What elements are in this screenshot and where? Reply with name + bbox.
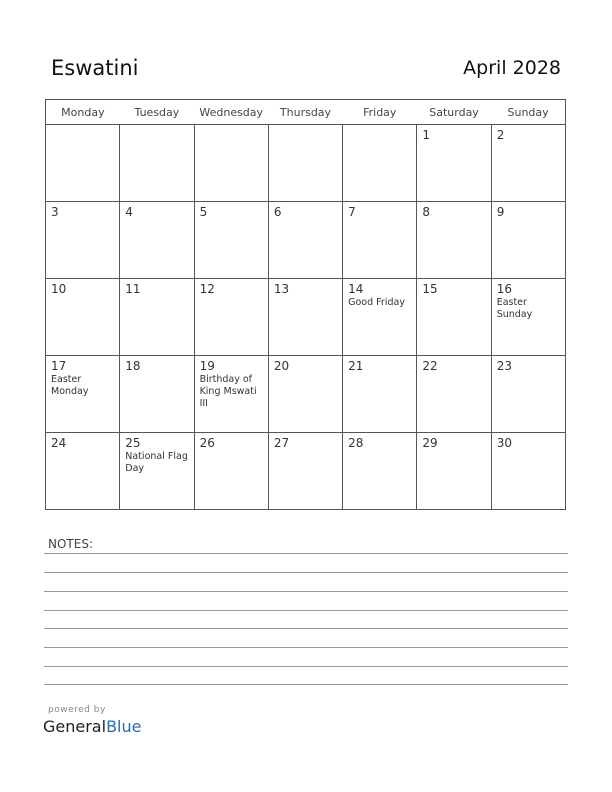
day-number: 22	[422, 359, 438, 373]
day-cell	[46, 279, 120, 356]
day-cell	[268, 433, 342, 510]
day-number: 12	[199, 282, 215, 296]
day-cell	[491, 202, 565, 279]
weekday-monday: Monday	[46, 100, 120, 125]
brand-general: General	[43, 717, 107, 736]
day-number: 2	[496, 128, 505, 142]
day-cell	[268, 125, 342, 202]
holiday-label: Good Friday	[348, 297, 405, 308]
notes-line	[44, 684, 568, 685]
weekday-sunday: Sunday	[491, 100, 565, 125]
day-number: 10	[51, 282, 67, 296]
day-number: 23	[496, 359, 512, 373]
week-row	[46, 125, 566, 202]
day-cell	[120, 202, 194, 279]
day-number: 30	[496, 436, 512, 450]
day-cell	[343, 356, 417, 433]
brand-logo	[43, 717, 141, 736]
day-cell	[491, 125, 565, 202]
day-cell	[46, 356, 120, 433]
notes-line	[44, 591, 568, 592]
day-number: 4	[125, 205, 133, 219]
day-cell	[417, 125, 491, 202]
weekday-friday: Friday	[343, 100, 417, 125]
day-number: 7	[348, 205, 356, 219]
day-number: 18	[125, 359, 141, 373]
notes-label: NOTES:	[48, 537, 93, 551]
day-number: 29	[422, 436, 438, 450]
day-cell	[194, 279, 268, 356]
day-cell	[194, 125, 268, 202]
day-number: 25	[125, 436, 141, 450]
day-cell	[194, 433, 268, 510]
day-number: 26	[199, 436, 215, 450]
day-number: 8	[422, 205, 431, 219]
notes-line	[44, 553, 568, 554]
day-cell	[343, 279, 417, 356]
notes-line	[44, 647, 568, 648]
day-cell	[417, 433, 491, 510]
day-cell	[491, 279, 565, 356]
day-cell	[46, 433, 120, 510]
day-cell	[343, 202, 417, 279]
month-year-title: April 2028	[463, 57, 561, 79]
notes-line	[44, 666, 568, 667]
holiday-label: Easter Sunday	[496, 297, 533, 320]
weekday-saturday: Saturday	[417, 100, 491, 125]
day-cell	[194, 202, 268, 279]
notes-line	[44, 610, 568, 611]
day-number: 20	[273, 359, 290, 373]
day-number: 11	[125, 282, 141, 296]
notes-line	[44, 628, 568, 629]
day-number: 16	[496, 282, 512, 296]
powered-by-text: powered by	[48, 705, 106, 715]
week-row	[46, 433, 566, 510]
day-number: 17	[51, 359, 67, 373]
day-number: 19	[199, 359, 215, 373]
weekday-thursday: Thursday	[268, 100, 342, 125]
holiday-label: National Flag Day	[125, 451, 188, 474]
day-cell	[120, 279, 194, 356]
day-cell	[268, 202, 342, 279]
day-number: 6	[273, 205, 282, 219]
day-cell	[343, 433, 417, 510]
holiday-label: Easter Monday	[51, 374, 89, 397]
country-title: Eswatini	[51, 56, 139, 80]
day-number: 24	[51, 436, 67, 450]
day-number: 14	[348, 282, 364, 296]
day-number: 3	[51, 205, 59, 219]
notes-line	[44, 572, 568, 573]
day-cell	[491, 433, 565, 510]
day-cell	[120, 125, 194, 202]
day-cell	[268, 356, 342, 433]
day-cell	[194, 356, 268, 433]
day-cell	[491, 356, 565, 433]
day-number: 28	[348, 436, 364, 450]
day-cell	[46, 202, 120, 279]
week-row	[46, 279, 566, 356]
weekday-tuesday: Tuesday	[120, 100, 194, 125]
day-number: 15	[422, 282, 438, 296]
day-cell	[343, 125, 417, 202]
day-cell	[120, 356, 194, 433]
weekday-header-row	[46, 100, 566, 125]
brand-blue: Blue	[106, 717, 142, 736]
day-cell	[417, 202, 491, 279]
day-number: 13	[273, 282, 290, 296]
weekday-wednesday: Wednesday	[194, 100, 268, 125]
day-cell	[268, 279, 342, 356]
day-cell	[46, 125, 120, 202]
week-row	[46, 356, 566, 433]
day-number: 5	[199, 205, 208, 219]
day-number: 21	[348, 359, 364, 373]
holiday-label: Birthday of King Mswati III	[199, 374, 257, 409]
day-number: 9	[496, 205, 505, 219]
calendar-grid	[45, 99, 566, 510]
day-number: 27	[273, 436, 290, 450]
day-cell	[417, 356, 491, 433]
day-cell	[417, 279, 491, 356]
day-number: 1	[422, 128, 431, 142]
day-cell	[120, 433, 194, 510]
week-row	[46, 202, 566, 279]
